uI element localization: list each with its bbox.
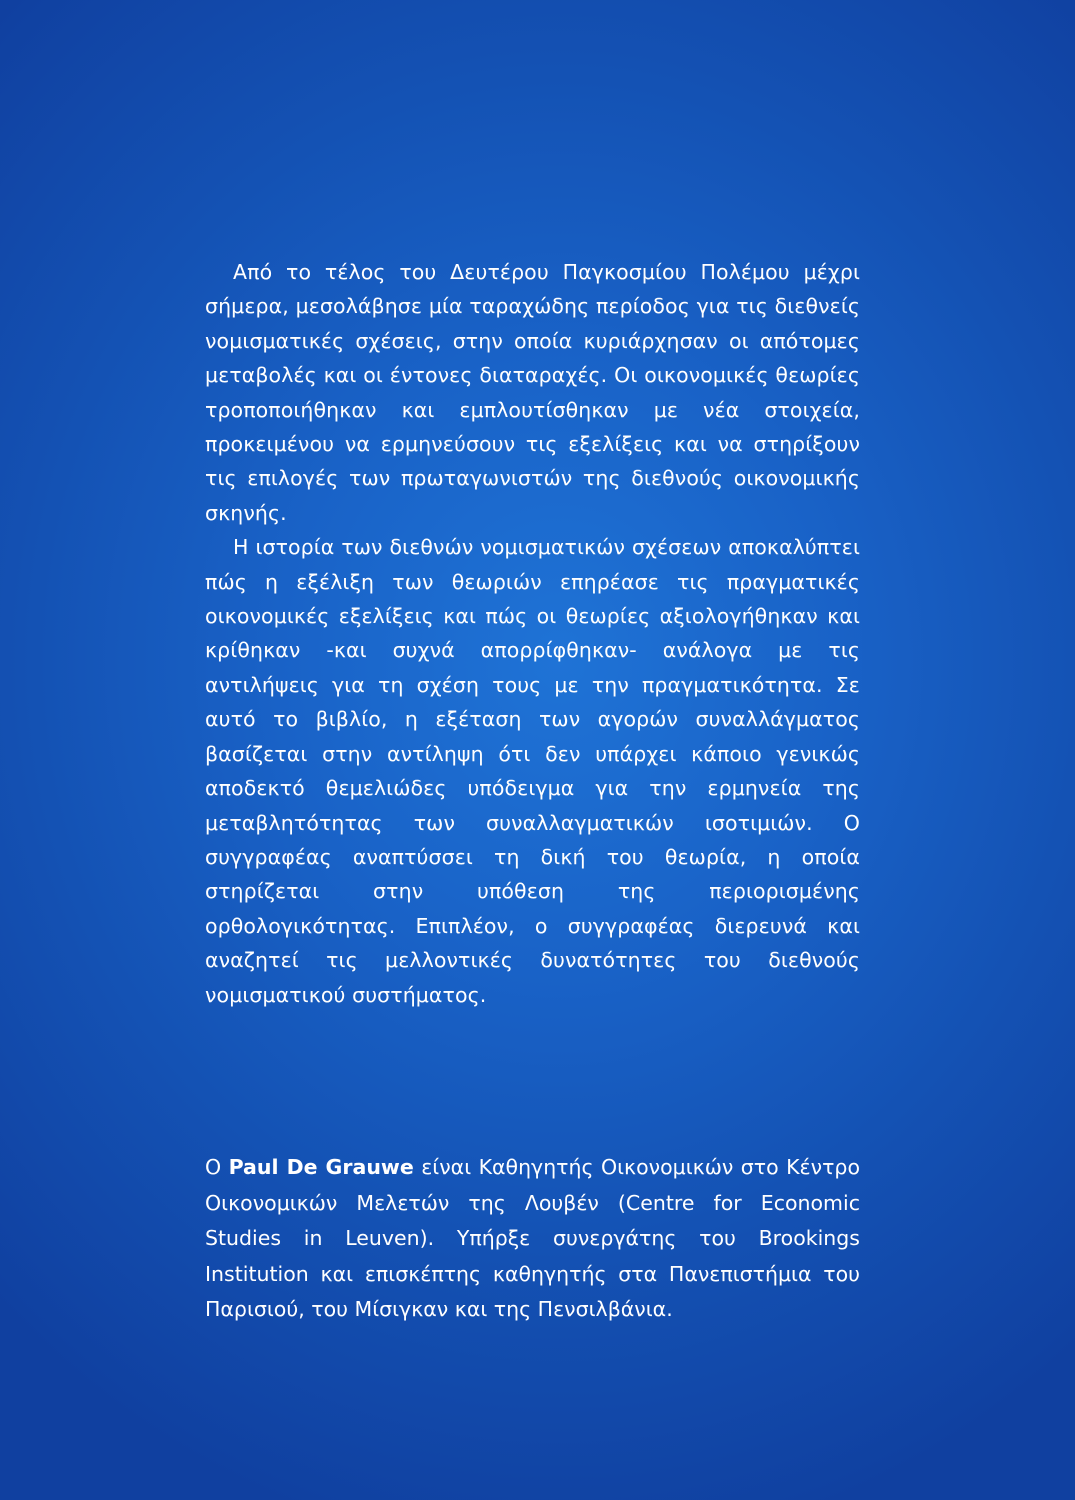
description-paragraph-2: Η ιστορία των διεθνών νομισματικών σχέσεων αποκαλύπτει πώς η εξέλιξη των θεωριών επηρέασε τις πραγματικές οικονομικές εξελίξεις και πώς οι θεωρίες αξιολογήθηκαν και κρίθηκαν -και συχνά απορρίφθηκαν- ανάλογα με τις αντιλήψεις για τη σχέση τους με την πραγματικότητα. Σε αυτό το βιβλίο, η εξέταση των αγορών συναλλάγματος βασίζεται στην αντίληψη ότι δεν υπάρχει κάποιο γενικώς αποδεκτό θεμελιώδες υπόδειγμα για την ερμηνεία της μεταβλητότητας των συναλλαγματικών ισοτιμιών. Ο συγγραφέας αναπτύσσει τη δική του θεωρία, η οποία στηρίζεται στην υπόθεση της περιορισμένης ορθολογικότητας. Επιπλέον, ο συγγραφέας διερευνά και αναζητεί τις μελλοντικές δυνατότητες του διεθνούς νομισματικού συστήματος.	[205, 535, 860, 1007]
author-bio-text: είναι Καθηγητής Οικονομικών στο Κέντρο Οικονομικών Μελετών της Λουβέν (Centre for Economic Studies in Leuven). Υπήρξε συνεργάτης του Brookings Institution και επισκέπτης καθηγητής στα Πανεπιστήμια του Παρισιού, του Μίσιγκαν και της Πενσιλβάνια.	[205, 1155, 860, 1321]
book-description	[205, 255, 860, 1012]
author-bio	[205, 1150, 860, 1328]
author-bio-paragraph	[205, 1150, 860, 1328]
author-bio-prefix: Ο	[205, 1155, 229, 1179]
author-name: Paul De Grauwe	[228, 1155, 414, 1179]
description-paragraph-1: Από το τέλος του Δευτέρου Παγκοσμίου Πολέμου μέχρι σήμερα, μεσολάβησε μία ταραχώδης περίοδος για τις διεθνείς νομισματικές σχέσεις, στην οποία κυριάρχησαν οι απότομες μεταβολές και οι έντονες διαταραχές. Οι οικονομικές θεωρίες τροποποιήθηκαν και εμπλουτίσθηκαν με νέα στοιχεία, προκειμένου να ερμηνεύσουν τις εξελίξεις και να στηρίξουν τις επιλογές των πρωταγωνιστών της διεθνούς οικονομικής σκηνής.	[205, 260, 860, 525]
